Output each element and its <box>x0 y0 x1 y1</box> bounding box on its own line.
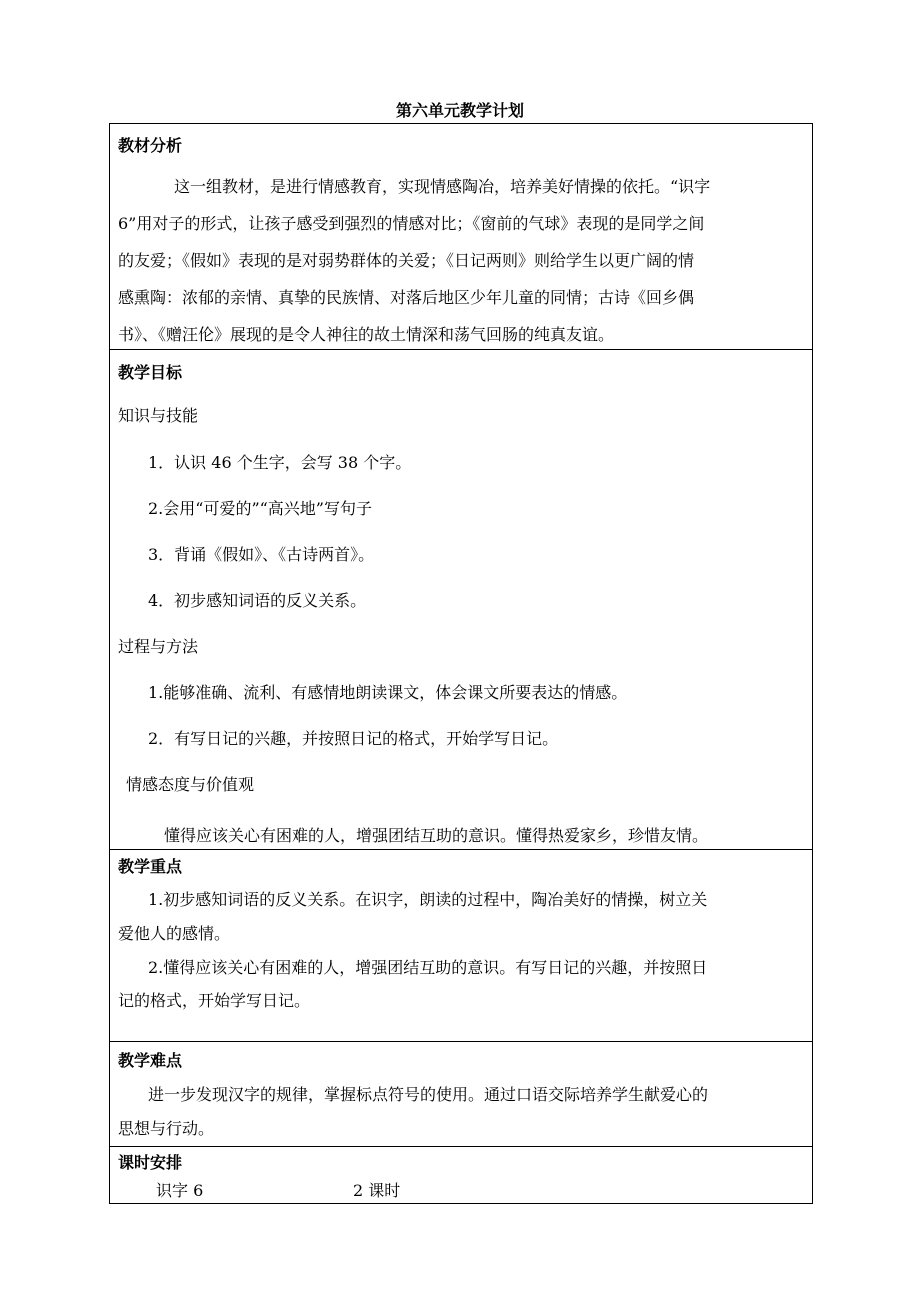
schedule-hours: 2 课时 <box>353 1181 401 1200</box>
schedule-lesson: 识字 6 <box>156 1181 204 1200</box>
analysis-line: 的友爱；《假如》表现的是对弱势群体的关爱；《日记两则》则给学生以更广阔的情 <box>118 251 695 270</box>
knowledge-item: 4．初步感知词语的反义关系。 <box>148 591 367 610</box>
knowledge-item: 3．背诵《假如》、《古诗两首》。 <box>148 545 375 564</box>
page-title: 第六单元教学计划 <box>395 101 524 120</box>
analysis-line: 6”用对子的形式，让孩子感受到强烈的情感对比；《窗前的气球》表现的是同学之间 <box>118 214 705 233</box>
knowledge-heading: 知识与技能 <box>118 406 199 425</box>
emotion-text: 懂得应该关心有困难的人，增强团结互助的意识。懂得热爱家乡，珍惜友情。 <box>164 826 709 845</box>
knowledge-item: 2.会用“可爱的”“高兴地”写句子 <box>148 499 372 518</box>
section-divider <box>110 1146 812 1147</box>
analysis-line: 感熏陶：浓郁的亲情、真挚的民族情、对落后地区少年儿童的同情；古诗《回乡偶 <box>118 288 695 307</box>
analysis-line: 书》、《赠汪伦》展现的是令人神往的故土情深和荡气回肠的纯真友谊。 <box>118 325 615 344</box>
emotion-heading: 情感态度与价值观 <box>126 775 255 794</box>
knowledge-item: 1．认识 46 个生字，会写 38 个字。 <box>148 453 412 472</box>
key-point-line: 2.懂得应该关心有困难的人，增强团结互助的意识。有写日记的兴趣，并按照日 <box>148 958 708 977</box>
section-divider <box>110 1041 812 1042</box>
section-divider <box>110 349 812 350</box>
analysis-heading: 教材分析 <box>118 136 183 155</box>
difficulties-heading: 教学难点 <box>118 1051 183 1070</box>
analysis-line: 这一组教材，是进行情感教育，实现情感陶冶，培养美好情操的依托。“识字 <box>174 177 711 196</box>
key-point-line: 1.初步感知词语的反义关系。在识字，朗读的过程中，陶冶美好的情操，树立关 <box>148 890 708 909</box>
goals-heading: 教学目标 <box>118 363 183 382</box>
section-divider <box>110 849 812 850</box>
process-item: 2．有写日记的兴趣，并按照日记的格式，开始学写日记。 <box>148 729 559 748</box>
difficulty-line: 思想与行动。 <box>118 1119 215 1138</box>
key-point-line: 记的格式，开始学写日记。 <box>118 991 311 1010</box>
key-points-heading: 教学重点 <box>118 857 183 876</box>
process-item: 1.能够准确、流利、有感情地朗读课文，体会课文所要表达的情感。 <box>148 683 628 702</box>
lesson-plan-table <box>109 123 813 1204</box>
difficulty-line: 进一步发现汉字的规律，掌握标点符号的使用。通过口语交际培养学生献爱心的 <box>148 1085 709 1104</box>
schedule-heading: 课时安排 <box>118 1153 183 1172</box>
process-heading: 过程与方法 <box>118 637 199 656</box>
key-point-line: 爱他人的感情。 <box>118 924 231 943</box>
